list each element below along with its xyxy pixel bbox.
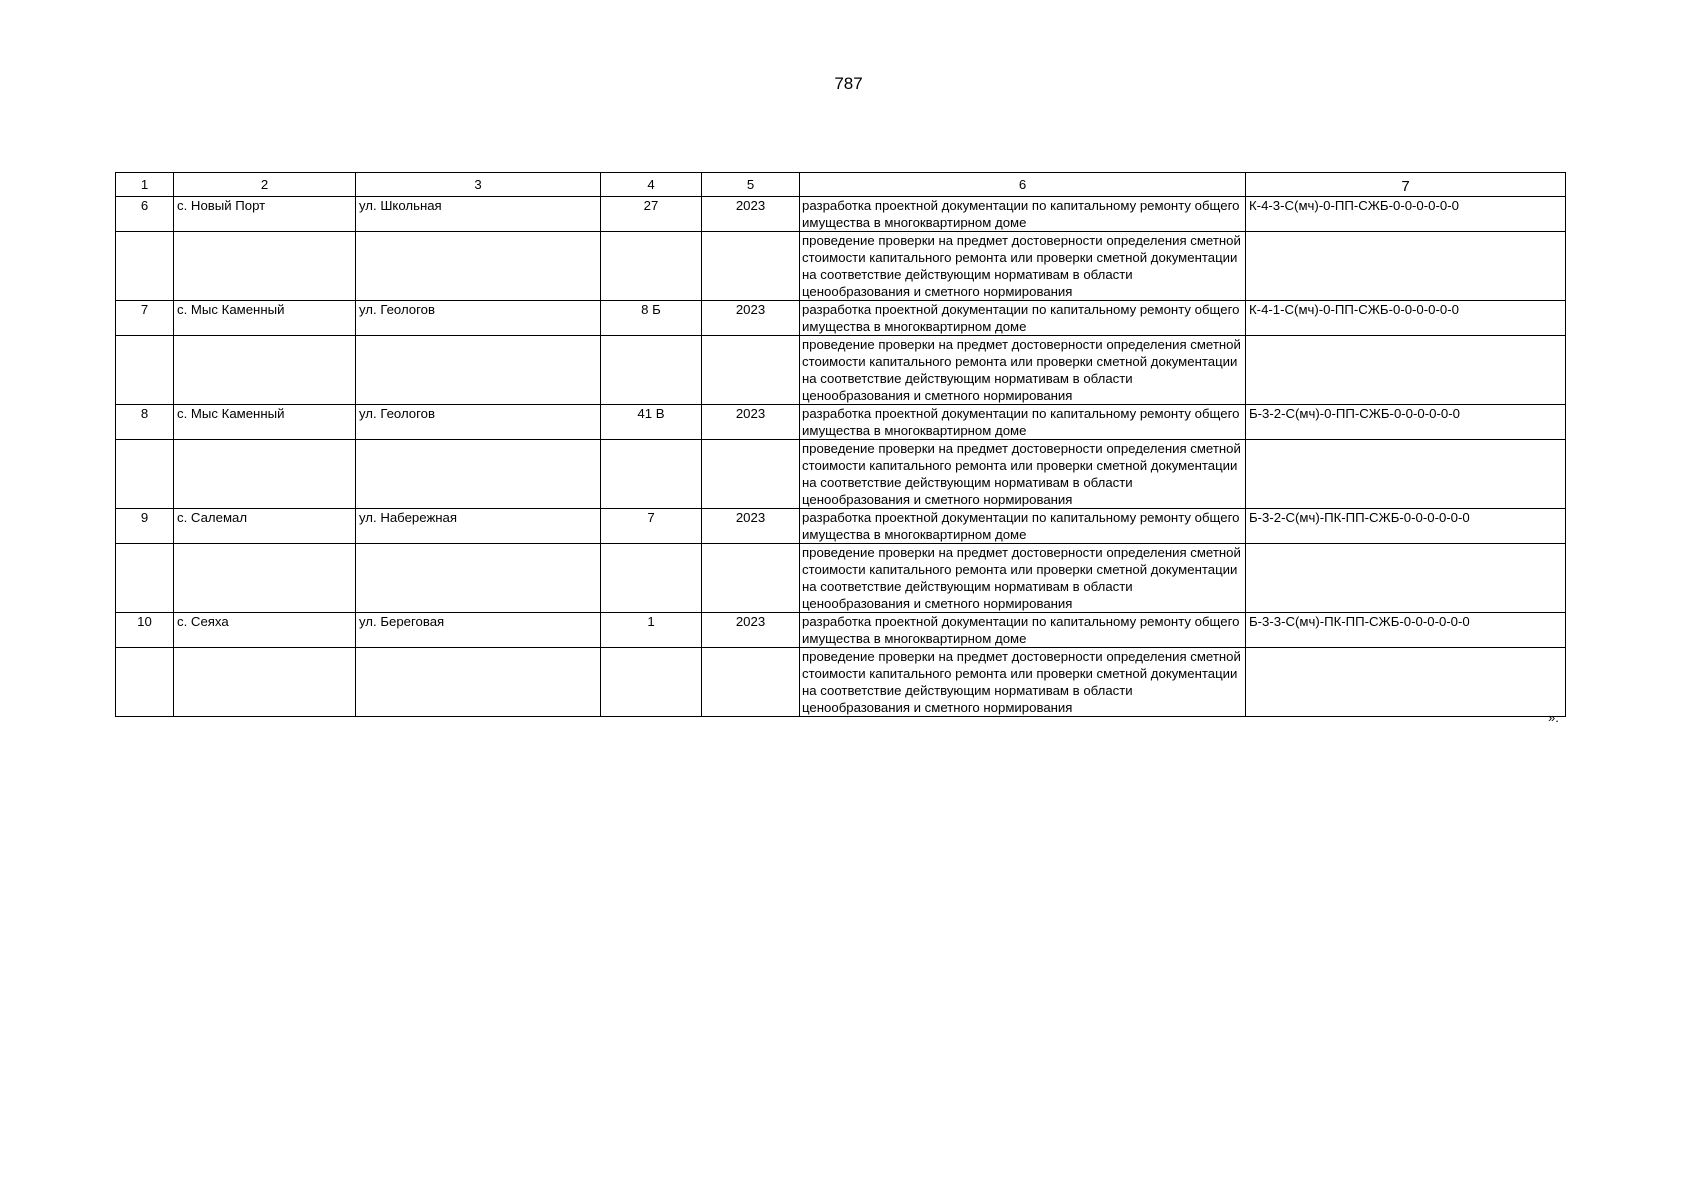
empty-cell [1246, 544, 1566, 613]
empty-cell [702, 336, 800, 405]
table-row-continuation [116, 232, 1566, 301]
column-header-4: 4 [601, 173, 702, 197]
table-row [116, 613, 1566, 648]
table-row [116, 405, 1566, 440]
work-type-cell: проведение проверки на предмет достоверности определения сметной стоимости капитального ремонта или проверки сметной документации на соответствие действующим нормативам в области ценообразования и сметного нормирования [800, 336, 1246, 405]
row-number-cell: 6 [116, 197, 174, 232]
empty-cell [116, 336, 174, 405]
settlement-cell: с. Новый Порт [174, 197, 356, 232]
empty-cell [1246, 232, 1566, 301]
page-number: 787 [834, 74, 863, 93]
work-type-cell: разработка проектной документации по капитальному ремонту общего имущества в многоквартирном доме [800, 613, 1246, 648]
column-header-6: 6 [800, 173, 1246, 197]
column-header-2: 2 [174, 173, 356, 197]
settlement-cell: с. Мыс Каменный [174, 301, 356, 336]
column-header-7: 7 [1246, 173, 1566, 197]
house-cell: 8 Б [601, 301, 702, 336]
table-row [116, 509, 1566, 544]
building-code-cell: Б-3-2-С(мч)-0-ПП-СЖБ-0-0-0-0-0-0 [1246, 405, 1566, 440]
work-type-cell: проведение проверки на предмет достоверности определения сметной стоимости капитального ремонта или проверки сметной документации на соответствие действующим нормативам в области ценообразования и сметного нормирования [800, 440, 1246, 509]
empty-cell [702, 648, 800, 717]
header-row [116, 173, 1566, 197]
empty-cell [356, 232, 601, 301]
work-type-cell: проведение проверки на предмет достоверности определения сметной стоимости капитального ремонта или проверки сметной документации на соответствие действующим нормативам в области ценообразования и сметного нормирования [800, 232, 1246, 301]
year-cell: 2023 [702, 613, 800, 648]
empty-cell [1246, 648, 1566, 717]
house-cell: 1 [601, 613, 702, 648]
year-cell: 2023 [702, 301, 800, 336]
table-row [116, 301, 1566, 336]
work-type-cell: проведение проверки на предмет достоверности определения сметной стоимости капитального ремонта или проверки сметной документации на соответствие действующим нормативам в области ценообразования и сметного нормирования [800, 648, 1246, 717]
table-row-continuation [116, 440, 1566, 509]
year-cell: 2023 [702, 405, 800, 440]
building-code-cell: Б-3-3-С(мч)-ПК-ПП-СЖБ-0-0-0-0-0-0 [1246, 613, 1566, 648]
empty-cell [116, 232, 174, 301]
empty-cell [174, 232, 356, 301]
empty-cell [116, 440, 174, 509]
settlement-cell: с. Мыс Каменный [174, 405, 356, 440]
empty-cell [174, 336, 356, 405]
empty-cell [702, 440, 800, 509]
table-row [116, 197, 1566, 232]
street-cell: ул. Набережная [356, 509, 601, 544]
empty-cell [601, 440, 702, 509]
column-header-1: 1 [116, 173, 174, 197]
year-cell: 2023 [702, 197, 800, 232]
street-cell: ул. Школьная [356, 197, 601, 232]
empty-cell [601, 544, 702, 613]
empty-cell [356, 336, 601, 405]
house-cell: 41 В [601, 405, 702, 440]
empty-cell [601, 336, 702, 405]
empty-cell [1246, 336, 1566, 405]
empty-cell [174, 648, 356, 717]
table-row-continuation [116, 648, 1566, 717]
row-number-cell: 9 [116, 509, 174, 544]
row-number-cell: 7 [116, 301, 174, 336]
house-cell: 7 [601, 509, 702, 544]
settlement-cell: с. Салемал [174, 509, 356, 544]
house-cell: 27 [601, 197, 702, 232]
empty-cell [601, 232, 702, 301]
street-cell: ул. Геологов [356, 405, 601, 440]
empty-cell [116, 544, 174, 613]
building-code-cell: К-4-3-С(мч)-0-ПП-СЖБ-0-0-0-0-0-0 [1246, 197, 1566, 232]
table-row-continuation [116, 544, 1566, 613]
row-number-cell: 8 [116, 405, 174, 440]
work-type-cell: разработка проектной документации по капитальному ремонту общего имущества в многоквартирном доме [800, 405, 1246, 440]
empty-cell [601, 648, 702, 717]
work-type-cell: разработка проектной документации по капитальному ремонту общего имущества в многоквартирном доме [800, 301, 1246, 336]
row-number-cell: 10 [116, 613, 174, 648]
empty-cell [702, 544, 800, 613]
empty-cell [174, 544, 356, 613]
empty-cell [174, 440, 356, 509]
table-row-continuation [116, 336, 1566, 405]
empty-cell [1246, 440, 1566, 509]
building-code-cell: К-4-1-С(мч)-0-ПП-СЖБ-0-0-0-0-0-0 [1246, 301, 1566, 336]
street-cell: ул. Береговая [356, 613, 601, 648]
empty-cell [356, 544, 601, 613]
empty-cell [356, 648, 601, 717]
work-type-cell: разработка проектной документации по капитальному ремонту общего имущества в многоквартирном доме [800, 509, 1246, 544]
empty-cell [702, 232, 800, 301]
building-code-cell: Б-3-2-С(мч)-ПК-ПП-СЖБ-0-0-0-0-0-0 [1246, 509, 1566, 544]
work-type-cell: проведение проверки на предмет достоверности определения сметной стоимости капитального ремонта или проверки сметной документации на соответствие действующим нормативам в области ценообразования и сметного нормирования [800, 544, 1246, 613]
work-schedule-table [115, 172, 1566, 717]
street-cell: ул. Геологов [356, 301, 601, 336]
work-type-cell: разработка проектной документации по капитальному ремонту общего имущества в многоквартирном доме [800, 197, 1246, 232]
column-header-5: 5 [702, 173, 800, 197]
empty-cell [116, 648, 174, 717]
year-cell: 2023 [702, 509, 800, 544]
settlement-cell: с. Сеяха [174, 613, 356, 648]
closing-quote-mark: ». [1548, 710, 1559, 725]
empty-cell [356, 440, 601, 509]
column-header-3: 3 [356, 173, 601, 197]
